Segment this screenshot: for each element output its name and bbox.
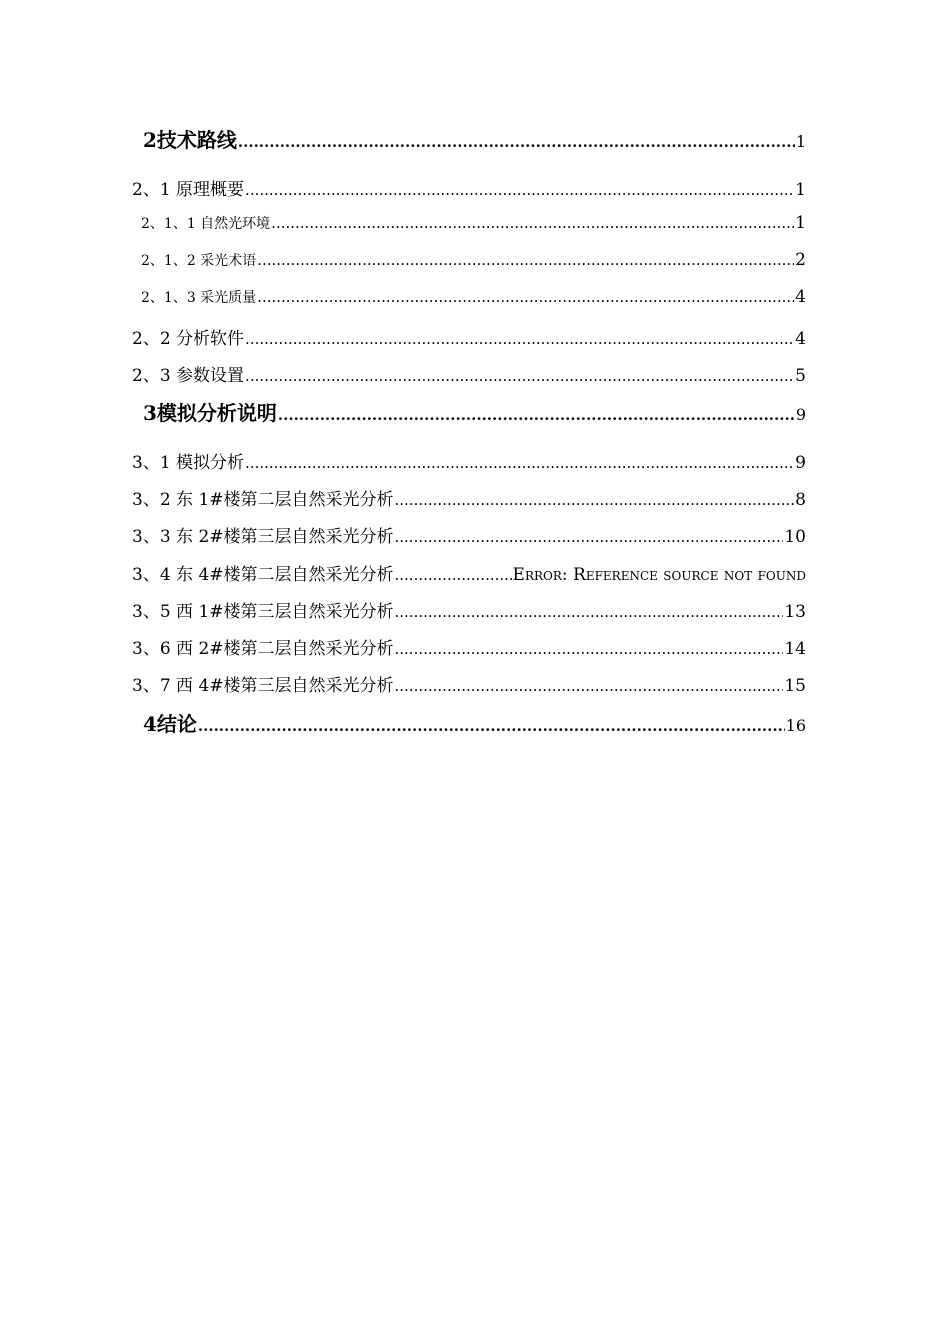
toc-entry-page: 4 bbox=[795, 287, 806, 307]
toc-entry-title: 3、6 西 2#楼第二层自然采光分析 bbox=[132, 639, 394, 659]
toc-entry-3-6[interactable] bbox=[132, 634, 806, 659]
toc-entry-title: 2、3 参数设置 bbox=[132, 366, 245, 386]
toc-entry-3-7[interactable] bbox=[132, 671, 806, 696]
toc-entry-title: 3、2 东 1#楼第二层自然采光分析 bbox=[132, 490, 394, 510]
toc-entry-page: 1 bbox=[795, 132, 806, 151]
toc-leader-dots bbox=[271, 214, 794, 232]
toc-entry-title: 3、4 东 4#楼第二层自然采光分析 bbox=[132, 565, 394, 585]
toc-entry-title: 2、1、1 自然光环境 bbox=[141, 216, 271, 232]
toc-entry-2-1-1[interactable] bbox=[141, 213, 806, 233]
toc-entry-page-error: Error: Reference source not found bbox=[512, 565, 806, 585]
toc-entry-title: 2、1、3 采光质量 bbox=[141, 290, 257, 306]
toc-entry-page: 5 bbox=[795, 366, 806, 386]
toc-entry-page: 13 bbox=[784, 602, 806, 622]
toc-leader-dots bbox=[238, 133, 795, 151]
toc-entry-page: 16 bbox=[785, 716, 806, 735]
toc-entry-page: 14 bbox=[784, 639, 806, 659]
toc-entry-page: 10 bbox=[784, 527, 806, 547]
toc-entry-2-2[interactable] bbox=[132, 324, 806, 349]
toc-leader-dots bbox=[395, 677, 784, 695]
toc-leader-dots bbox=[395, 528, 784, 546]
toc-entry-title: 3模拟分析说明 bbox=[143, 401, 277, 425]
toc-entry-title: 2、1、2 采光术语 bbox=[141, 253, 257, 269]
toc-leader-dots bbox=[395, 491, 795, 509]
toc-leader-dots bbox=[395, 640, 784, 658]
toc-leader-dots bbox=[395, 566, 512, 584]
toc-leader-dots bbox=[278, 406, 795, 424]
toc-leader-dots bbox=[245, 181, 794, 199]
toc-entry-3-2[interactable] bbox=[132, 485, 806, 510]
toc-entry-title: 2、1 原理概要 bbox=[132, 180, 245, 200]
toc-entry-title: 4结论 bbox=[143, 712, 197, 736]
toc-entry-3-4[interactable] bbox=[132, 560, 806, 585]
toc-entry-title: 3、3 东 2#楼第三层自然采光分析 bbox=[132, 527, 394, 547]
toc-entry-page: 1 bbox=[795, 180, 806, 200]
toc-entry-title: 3、7 西 4#楼第三层自然采光分析 bbox=[132, 676, 394, 696]
toc-leader-dots bbox=[257, 251, 794, 269]
toc-entry-page: 9 bbox=[795, 405, 806, 424]
toc-entry-title: 2技术路线 bbox=[143, 128, 237, 152]
toc-entry-3-5[interactable] bbox=[132, 597, 806, 622]
toc-entry-title: 3、5 西 1#楼第三层自然采光分析 bbox=[132, 602, 394, 622]
toc-entry-page: 15 bbox=[784, 676, 806, 696]
toc-entry-page: 4 bbox=[795, 329, 806, 349]
toc-entry-2[interactable] bbox=[143, 124, 806, 153]
toc-entry-2-3[interactable] bbox=[132, 361, 806, 386]
toc-leader-dots bbox=[245, 454, 794, 472]
toc-entry-page: 8 bbox=[795, 490, 806, 510]
toc-entry-2-1-2[interactable] bbox=[141, 250, 806, 270]
toc-entry-page: 1 bbox=[795, 213, 806, 233]
toc-leader-dots bbox=[245, 330, 794, 348]
toc-entry-page: 2 bbox=[795, 250, 806, 270]
toc-leader-dots bbox=[257, 288, 794, 306]
toc-leader-dots bbox=[395, 603, 784, 621]
toc-entry-title: 3、1 模拟分析 bbox=[132, 453, 245, 473]
toc-entry-title: 2、2 分析软件 bbox=[132, 329, 245, 349]
toc-leader-dots bbox=[245, 367, 794, 385]
toc-entry-3-3[interactable] bbox=[132, 522, 806, 547]
toc-entry-2-1[interactable] bbox=[132, 175, 806, 200]
toc-entry-4[interactable] bbox=[143, 708, 806, 737]
toc-leader-dots bbox=[198, 717, 785, 735]
toc-entry-2-1-3[interactable] bbox=[141, 287, 806, 307]
toc-entry-page: 9 bbox=[795, 453, 806, 473]
toc-entry-3[interactable] bbox=[143, 397, 806, 426]
toc-entry-3-1[interactable] bbox=[132, 448, 806, 473]
